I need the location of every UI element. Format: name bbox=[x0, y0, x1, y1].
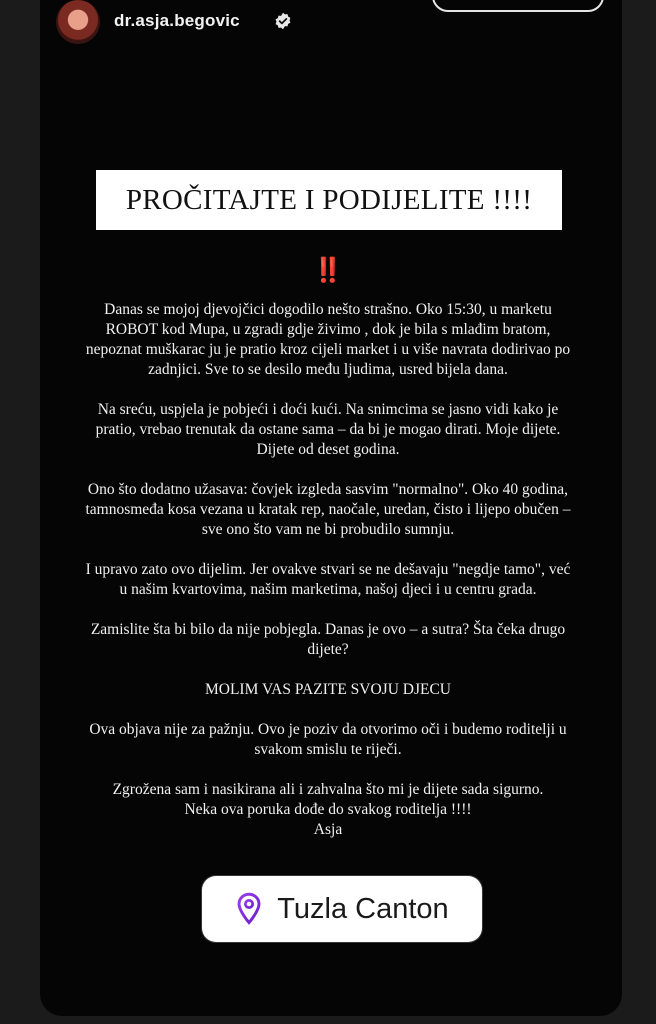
username[interactable]: dr.asja.begovic bbox=[114, 11, 240, 30]
paragraph-5: Zamislite šta bi bilo da nije pobjegla. Danas je ovo – a sutra? Šta čeka drugo dijete? bbox=[90, 621, 566, 658]
location-pin-icon bbox=[235, 892, 263, 926]
paragraph-1: Danas se mojoj djevojčici dogodilo nešto strašno. Oko 15:30, u marketu ROBOT kod Mupa, u zgradi gdje živimo , dok je bila s mlađim bratom, nepoznat muškarac ju je pratio kroz cijeli market i u više navrata dodirivao po zadnjici. Sve to se desilo među ljudima, usred bijela dana. bbox=[85, 301, 571, 378]
story-title: PROČITAJTE I PODIJELITE !!!! bbox=[125, 183, 533, 216]
paragraph-4: I upravo zato ovo dijelim. Jer ovakve stvari se ne dešavaju "negdje tamo", već u našim kvartovima, našim marketima, našoj djeci i u centru grada. bbox=[85, 561, 571, 598]
double-exclamation-emoji: ‼️ bbox=[313, 258, 343, 284]
location-label: Tuzla Canton bbox=[277, 892, 449, 925]
paragraph-2: Na sreću, uspjela je pobjeći i doći kući. Na snimcima se jasno vidi kako je pratio, vrebao trenutak da ostane sama – da bi je mogao dirati. Moje dijete. Dijete od deset godina. bbox=[95, 401, 561, 458]
paragraph-3: Ono što dodatno užasava: čovjek izgleda sasvim "normalno". Oko 40 godina, tamnosmeđa kosa vezana u kratak rep, naočale, uredan, čisto i lijepo obučen – sve ono što vam ne bi probudilo sumnju. bbox=[85, 481, 571, 538]
follow-button[interactable] bbox=[432, 0, 604, 12]
verified-badge-icon bbox=[274, 12, 292, 30]
paragraph-7: Ova objava nije za pažnju. Ovo je poziv da otvorimo oči i budemo roditelji u svakom smislu te riječi. bbox=[89, 721, 567, 758]
paragraph-6: MOLIM VAS PAZITE SVOJU DJECU bbox=[204, 681, 452, 698]
story-header bbox=[56, 0, 636, 48]
title-banner bbox=[96, 170, 562, 230]
paragraph-8: Zgrožena sam i nasikirana ali i zahvalna što mi je dijete sada sigurno. Neka ova poruka dođe do svakog roditelja !!!! Asja bbox=[112, 781, 544, 838]
location-sticker[interactable] bbox=[202, 876, 482, 942]
avatar[interactable] bbox=[56, 0, 100, 44]
story-body bbox=[70, 300, 586, 840]
